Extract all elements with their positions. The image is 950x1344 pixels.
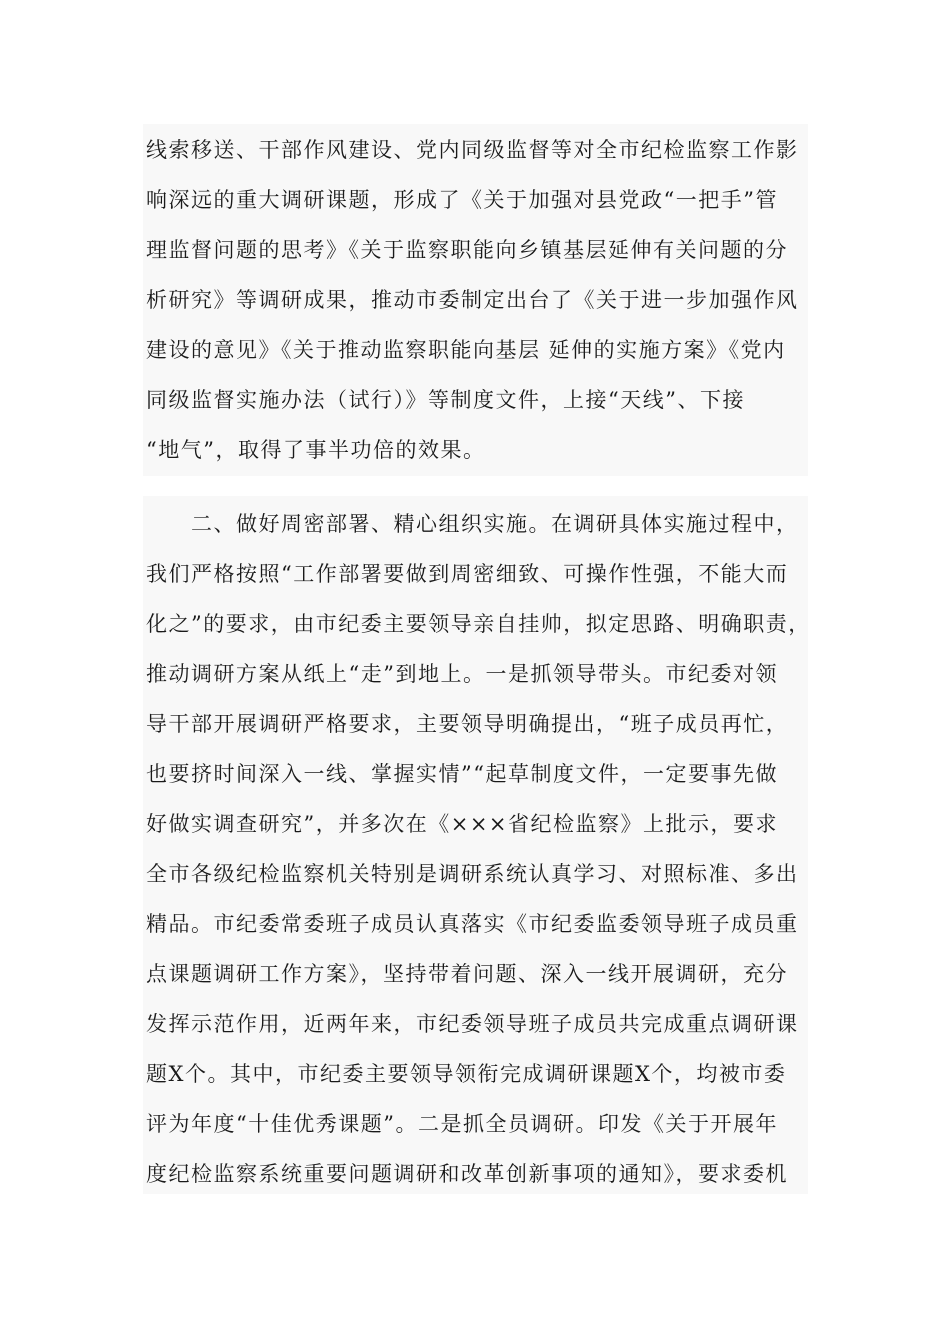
paragraph-1-line-4: 析研究》等调研成果，推动市委制定出台了《关于进一步加强作风	[146, 288, 799, 312]
paragraph-2-line-6: 也要挤时间深入一线、掌握实情”“起草制度文件，一定要事先做	[146, 762, 778, 786]
paragraph-1-line-1: 线索移送、干部作风建设、党内同级监督等对全市纪检监察工作影	[146, 138, 799, 162]
paragraph-2-line-14: 度纪检监察系统重要问题调研和改革创新事项的通知》，要求委机	[146, 1162, 788, 1186]
paragraph-2-line-1: 二、做好周密部署、精心组织实施。在调研具体实施过程中，	[146, 512, 799, 536]
paragraph-2-line-8: 全市各级纪检监察机关特别是调研系统认真学习、对照标准、多出	[146, 862, 799, 886]
paragraph-1-line-5: 建设的意见》《关于推动监察职能向基层 延伸的实施方案》《党内	[146, 338, 786, 362]
paragraph-2-line-10: 点课题调研工作方案》，坚持带着问题、深入一线开展调研，充分	[146, 962, 788, 986]
paragraph-2-line-13: 评为年度“十佳优秀课题”。二是抓全员调研。印发《关于开展年	[146, 1112, 778, 1136]
paragraph-2	[143, 496, 811, 1194]
paragraph-1-line-2: 响深远的重大调研课题，形成了《关于加强对县党政“一把手”管	[146, 188, 778, 212]
paragraph-2-line-3: 化之”的要求，由市纪委主要领导亲自挂帅，拟定思路、明确职责，	[146, 612, 811, 636]
paragraph-1-line-6: 同级监督实施办法（试行）》等制度文件，上接“天线”、下接	[146, 388, 745, 412]
paragraph-2-line-9: 精品。市纪委常委班子成员认真落实《市纪委监委领导班子成员重	[146, 912, 799, 936]
paragraph-2-line-11: 发挥示范作用，近两年来，市纪委领导班子成员共完成重点调研课	[146, 1012, 799, 1036]
paragraph-1-line-3: 理监督问题的思考》《关于监察职能向乡镇基层延伸有关问题的分	[146, 238, 788, 262]
paragraph-2-line-7: 好做实调查研究”，并多次在《×××省纪检监察》上批示，要求	[146, 812, 779, 836]
paragraph-2-line-12: 题X个。其中，市纪委主要领导领衔完成调研课题X个，均被市委	[146, 1062, 787, 1086]
paragraph-2-line-5: 导干部开展调研严格要求，主要领导明确提出，“班子成员再忙，	[146, 712, 789, 736]
paragraph-2-line-2: 我们严格按照“工作部署要做到周密细致、可操作性强，不能大而	[146, 562, 789, 586]
paragraph-1	[143, 124, 808, 476]
paragraph-2-line-4: 推动调研方案从纸上“走”到地上。一是抓领导带头。市纪委对领	[146, 662, 778, 686]
paragraph-1-line-7: “地气”，取得了事半功倍的效果。	[146, 438, 486, 462]
